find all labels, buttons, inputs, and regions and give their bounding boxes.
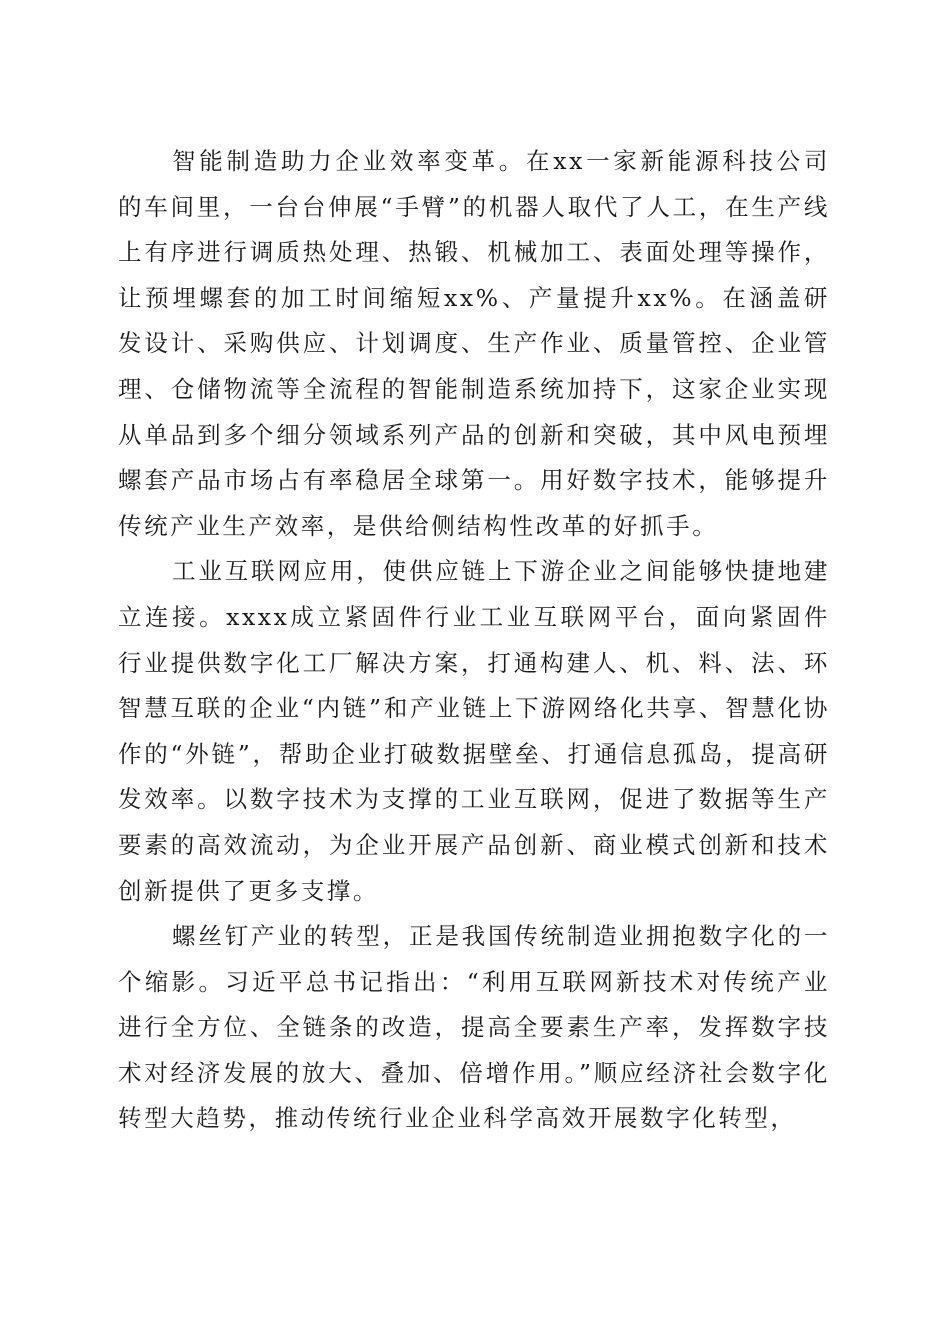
document-body <box>118 139 830 1142</box>
paragraph-screw-industry-transformation: 螺丝钉产业的转型，正是我国传统制造业拥抱数字化的一个缩影。习近平总书记指出：“利用互联网新技术对传统产业进行全方位、全链条的改造，提高全要素生产率，发挥数字技术对经济发展的放大、叠加、倍增作用。”顺应经济社会数字化转型大趋势，推动传统行业企业科学高效开展数字化转型， <box>118 922 830 1133</box>
paragraph-smart-manufacturing: 智能制造助力企业效率变革。在xx一家新能源科技公司的车间里，一台台伸展“手臂”的机器人取代了人工，在生产线上有序进行调质热处理、热锻、机械加工、表面处理等操作，让预埋螺套的加工时间缩短xx%、产量提升xx%。在涵盖研发设计、采购供应、计划调度、生产作业、质量管控、企业管理、仓储物流等全流程的智能制造系统加持下，这家企业实现从单品到多个细分领域系列产品的创新和突破，其中风电预埋螺套产品市场占有率稳居全球第一。用好数字技术，能够提升传统产业生产效率，是供给侧结构性改革的好抓手。 <box>118 147 830 540</box>
paragraph-industrial-internet: 工业互联网应用，使供应链上下游企业之间能够快捷地建立连接。xxxx成立紧固件行业工业互联网平台，面向紧固件行业提供数字化工厂解决方案，打通构建人、机、料、法、环智慧互联的企业“内链”和产业链上下游网络化共享、智慧化协作的“外链”，帮助企业打破数据壁垒、打通信息孤岛，提高研发效率。以数字技术为支撑的工业互联网，促进了数据等生产要素的高效流动，为企业开展产品创新、商业模式创新和技术创新提供了更多支撑。 <box>118 557 830 905</box>
